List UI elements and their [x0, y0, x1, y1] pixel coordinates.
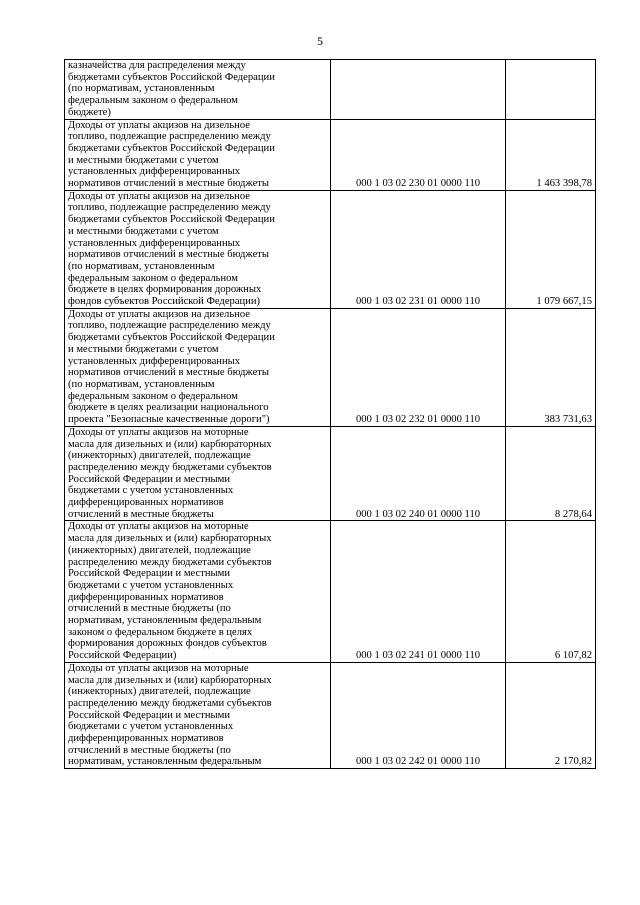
- table-body: [65, 60, 596, 769]
- description-line: установленных дифференцированных: [68, 355, 241, 367]
- table-row: [65, 190, 596, 308]
- budget-classification-code-cell: 000 1 03 02 241 01 0000 110: [331, 521, 506, 662]
- table-row: [65, 60, 596, 120]
- budget-classification-code-cell: 000 1 03 02 242 01 0000 110: [331, 662, 506, 768]
- description-line: бюджетами с учетом установленных: [68, 721, 234, 733]
- amount-cell: 383 731,63: [506, 308, 596, 426]
- description-line: (инжекторных) двигателей, подлежащие: [68, 686, 251, 698]
- description-line: нормативов отчислений в местные бюджеты: [68, 178, 270, 190]
- description-line: Доходы от уплаты акцизов на моторные: [68, 662, 249, 674]
- revenue-description-cell: [65, 521, 331, 662]
- description-line: (по нормативам, установленным: [68, 260, 215, 272]
- description-line: (по нормативам, установленным: [68, 378, 215, 390]
- description-line: проекта "Безопасные качественные дороги"): [68, 414, 270, 426]
- page-number: 5: [317, 34, 323, 48]
- description-line: Российской Федерации и местными: [68, 473, 231, 485]
- description-line: Доходы от уплаты акцизов на дизельное: [68, 119, 250, 131]
- description-line: масла для дизельных и (или) карбюраторных: [68, 438, 272, 450]
- table-row: [65, 426, 596, 521]
- amount-cell: 2 170,82: [506, 662, 596, 768]
- amount-cell: 1 079 667,15: [506, 190, 596, 308]
- description-line: бюджете в целях формирования дорожных: [68, 284, 262, 296]
- description-line: распределению между бюджетами субъектов: [68, 697, 272, 709]
- description-line: дифференцированных нормативов: [68, 733, 224, 745]
- description-line: (инжекторных) двигателей, подлежащие: [68, 450, 251, 462]
- description-line: дифференцированных нормативов: [68, 591, 224, 603]
- description-line: Доходы от уплаты акцизов на моторные: [68, 426, 249, 438]
- budget-classification-code-cell: [331, 60, 506, 120]
- description-line: Доходы от уплаты акцизов на дизельное: [68, 308, 250, 320]
- description-line: нормативам, установленным федеральным: [68, 756, 262, 768]
- revenue-table: [64, 59, 596, 769]
- description-line: нормативов отчислений в местные бюджеты: [68, 367, 270, 379]
- table-row: [65, 119, 596, 190]
- description-line: бюджетами с учетом установленных: [68, 485, 234, 497]
- revenue-description-cell: [65, 190, 331, 308]
- description-line: Российской Федерации и местными: [68, 709, 231, 721]
- description-line: бюджетами субъектов Российской Федерации: [68, 214, 275, 226]
- description-line: отчислений в местные бюджеты: [68, 508, 214, 520]
- description-line: и местными бюджетами с учетом: [68, 154, 219, 166]
- description-line: установленных дифференцированных: [68, 237, 241, 249]
- description-line: установленных дифференцированных: [68, 166, 241, 178]
- description-line: бюджетами субъектов Российской Федерации: [68, 332, 275, 344]
- description-line: бюджете): [68, 106, 111, 118]
- revenue-description-cell: [65, 308, 331, 426]
- description-line: нормативам, установленным федеральным: [68, 615, 262, 627]
- budget-classification-code-cell: 000 1 03 02 232 01 0000 110: [331, 308, 506, 426]
- description-line: Доходы от уплаты акцизов на дизельное: [68, 190, 250, 202]
- description-line: законом о федеральном бюджете в целях: [68, 626, 253, 638]
- description-line: отчислений в местные бюджеты (по: [68, 744, 231, 756]
- description-line: отчислений в местные бюджеты (по: [68, 603, 231, 615]
- description-line: федеральным законом о федеральном: [68, 390, 238, 402]
- table-row: [65, 521, 596, 662]
- description-line: масла для дизельных и (или) карбюраторных: [68, 533, 272, 545]
- description-line: федеральным законом о федеральном: [68, 95, 238, 107]
- description-line: Доходы от уплаты акцизов на моторные: [68, 521, 249, 533]
- description-line: бюджетами субъектов Российской Федерации: [68, 71, 275, 83]
- description-line: и местными бюджетами с учетом: [68, 225, 219, 237]
- table-row: [65, 308, 596, 426]
- description-line: дифференцированных нормативов: [68, 497, 224, 509]
- description-line: топливо, подлежащие распределению между: [68, 202, 271, 214]
- amount-cell: 6 107,82: [506, 521, 596, 662]
- amount-cell: [506, 60, 596, 120]
- amount-cell: 8 278,64: [506, 426, 596, 521]
- description-line: фондов субъектов Российской Федерации): [68, 296, 261, 308]
- description-line: распределению между бюджетами субъектов: [68, 461, 272, 473]
- table-row: [65, 662, 596, 768]
- description-line: распределению между бюджетами субъектов: [68, 556, 272, 568]
- description-line: (инжекторных) двигателей, подлежащие: [68, 544, 251, 556]
- description-line: топливо, подлежащие распределению между: [68, 320, 271, 332]
- description-line: масла для дизельных и (или) карбюраторных: [68, 674, 272, 686]
- description-line: формирования дорожных фондов субъектов: [68, 638, 267, 650]
- description-line: нормативов отчислений в местные бюджеты: [68, 249, 270, 261]
- budget-classification-code-cell: 000 1 03 02 231 01 0000 110: [331, 190, 506, 308]
- budget-classification-code-cell: 000 1 03 02 230 01 0000 110: [331, 119, 506, 190]
- description-line: (по нормативам, установленным: [68, 83, 215, 95]
- revenue-description-cell: [65, 119, 331, 190]
- amount-cell: 1 463 398,78: [506, 119, 596, 190]
- description-line: бюджетами с учетом установленных: [68, 579, 234, 591]
- description-line: федеральным законом о федеральном: [68, 272, 238, 284]
- description-line: и местными бюджетами с учетом: [68, 343, 219, 355]
- revenue-description-cell: [65, 60, 331, 120]
- description-line: Российской Федерации и местными: [68, 568, 231, 580]
- description-line: казначейства для распределения между: [68, 60, 246, 71]
- budget-classification-code-cell: 000 1 03 02 240 01 0000 110: [331, 426, 506, 521]
- description-line: бюджете в целях реализации национального: [68, 402, 269, 414]
- description-line: топливо, подлежащие распределению между: [68, 131, 271, 143]
- revenue-description-cell: [65, 426, 331, 521]
- revenue-description-cell: [65, 662, 331, 768]
- description-line: бюджетами субъектов Российской Федерации: [68, 142, 275, 154]
- description-line: Российской Федерации): [68, 650, 177, 662]
